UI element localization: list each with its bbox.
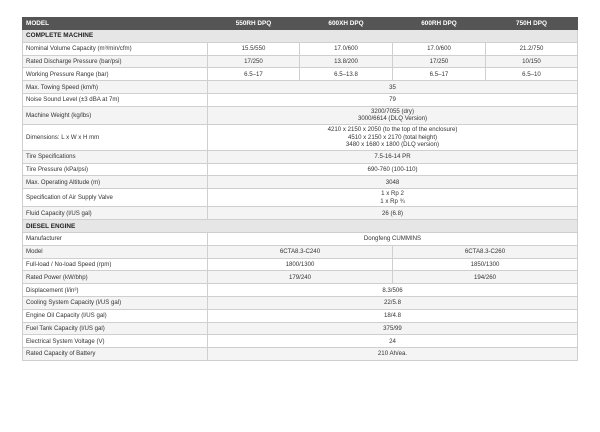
row-label: Displacement (l/in³)	[23, 284, 208, 297]
cell-value: 1800/1300	[208, 258, 393, 271]
section-diesel-engine: DIESEL ENGINE	[23, 220, 578, 233]
cell-value-multiline	[208, 124, 578, 150]
row-label: Full-load / No-load Speed (rpm)	[23, 258, 208, 271]
cell-value: 17/250	[208, 55, 300, 68]
cell-value: 18/4.8	[208, 309, 578, 322]
table-row	[23, 189, 578, 207]
row-label: Max. Towing Speed (km/h)	[23, 81, 208, 94]
cell-value: 21.2/750	[486, 42, 578, 55]
table-row	[23, 68, 578, 81]
header-model: MODEL	[23, 18, 208, 30]
cell-value: 6CTA8.3-C260	[393, 245, 578, 258]
cell-value: 375/99	[208, 322, 578, 335]
row-label: Tire Pressure (kPa/psi)	[23, 163, 208, 176]
row-label: Specification of Air Supply Valve	[23, 189, 208, 207]
table-row	[23, 322, 578, 335]
row-label: Noise Sound Level (±3 dBA at 7m)	[23, 93, 208, 106]
cell-value: 13.8/200	[300, 55, 393, 68]
row-label: Fluid Capacity (l/US gal)	[23, 207, 208, 220]
table-row	[23, 335, 578, 348]
spec-table	[22, 17, 578, 361]
row-label: Max. Operating Altitude (m)	[23, 176, 208, 189]
cell-value-multiline	[208, 189, 578, 207]
value-line: 3480 x 1680 x 1800 (DLQ version)	[345, 141, 440, 149]
cell-value: 15.5/550	[208, 42, 300, 55]
table-row	[23, 42, 578, 55]
row-label: Rated Discharge Pressure (bar/psi)	[23, 55, 208, 68]
row-label: Manufacturer	[23, 232, 208, 245]
table-row	[23, 258, 578, 271]
cell-value: 7.5-16-14 PR	[208, 150, 578, 163]
row-label: Machine Weight (kg/lbs)	[23, 106, 208, 124]
value-line: 4510 x 2150 x 2170 (total height)	[347, 133, 438, 141]
cell-value: 17.0/600	[300, 42, 393, 55]
table-row	[23, 232, 578, 245]
cell-value: Dongfeng CUMMINS	[208, 232, 578, 245]
table-row	[23, 207, 578, 220]
cell-value: 35	[208, 81, 578, 94]
table-row	[23, 163, 578, 176]
table-row	[23, 348, 578, 361]
table-row	[23, 271, 578, 284]
cell-value: 194/260	[393, 271, 578, 284]
section-row	[23, 30, 578, 43]
header-row	[23, 18, 578, 30]
cell-value-multiline	[208, 106, 578, 124]
cell-value: 26 (6.8)	[208, 207, 578, 220]
spec-sheet	[22, 17, 577, 361]
row-label: Fuel Tank Capacity (l/US gal)	[23, 322, 208, 335]
value-line: 3200/7055 (dry)	[370, 107, 415, 115]
cell-value: 6CTA8.3-C240	[208, 245, 393, 258]
header-model-600xh: 600XH DPQ	[300, 18, 393, 30]
cell-value: 22/5.8	[208, 296, 578, 309]
row-label: Model	[23, 245, 208, 258]
header-model-550rh: 550RH DPQ	[208, 18, 300, 30]
cell-value: 690-760 (100-110)	[208, 163, 578, 176]
table-row	[23, 150, 578, 163]
table-row	[23, 81, 578, 94]
table-row	[23, 309, 578, 322]
cell-value: 17/250	[393, 55, 486, 68]
table-row	[23, 106, 578, 124]
cell-value: 6.5–10	[486, 68, 578, 81]
cell-value: 6.5–17	[393, 68, 486, 81]
cell-value: 210 Ah/ea.	[208, 348, 578, 361]
table-row	[23, 284, 578, 297]
row-label: Cooling System Capacity (l/US gal)	[23, 296, 208, 309]
cell-value: 24	[208, 335, 578, 348]
cell-value: 6.5–17	[208, 68, 300, 81]
cell-value: 17.0/600	[393, 42, 486, 55]
row-label: Tire Specifications	[23, 150, 208, 163]
row-label: Rated Capacity of Battery	[23, 348, 208, 361]
cell-value: 8.3/506	[208, 284, 578, 297]
value-line: 1 x Rp 2	[381, 190, 404, 198]
row-label: Electrical System Voltage (V)	[23, 335, 208, 348]
header-model-600rh: 600RH DPQ	[393, 18, 486, 30]
row-label: Nominal Volume Capacity (m³/min/cfm)	[23, 42, 208, 55]
table-row	[23, 296, 578, 309]
row-label: Rated Power (kW/bhp)	[23, 271, 208, 284]
cell-value: 79	[208, 93, 578, 106]
cell-value: 3048	[208, 176, 578, 189]
table-row	[23, 55, 578, 68]
cell-value: 1850/1300	[393, 258, 578, 271]
cell-value: 179/240	[208, 271, 393, 284]
row-label: Working Pressure Range (bar)	[23, 68, 208, 81]
section-row	[23, 220, 578, 233]
value-line: 4210 x 2150 x 2050 (to the top of the enclosure)	[327, 125, 458, 133]
header-model-750h: 750H DPQ	[486, 18, 578, 30]
table-row	[23, 124, 578, 150]
row-label: Engine Oil Capacity (l/US gal)	[23, 309, 208, 322]
cell-value: 10/150	[486, 55, 578, 68]
value-line: 3000/6614 (DLQ Version)	[357, 115, 428, 123]
row-label: Dimensions: L x W x H mm	[23, 124, 208, 150]
value-line: 1 x Rp ¾	[380, 197, 405, 205]
table-row	[23, 93, 578, 106]
table-row	[23, 176, 578, 189]
section-complete-machine: COMPLETE MACHINE	[23, 30, 578, 43]
cell-value: 6.5–13.8	[300, 68, 393, 81]
table-row	[23, 245, 578, 258]
